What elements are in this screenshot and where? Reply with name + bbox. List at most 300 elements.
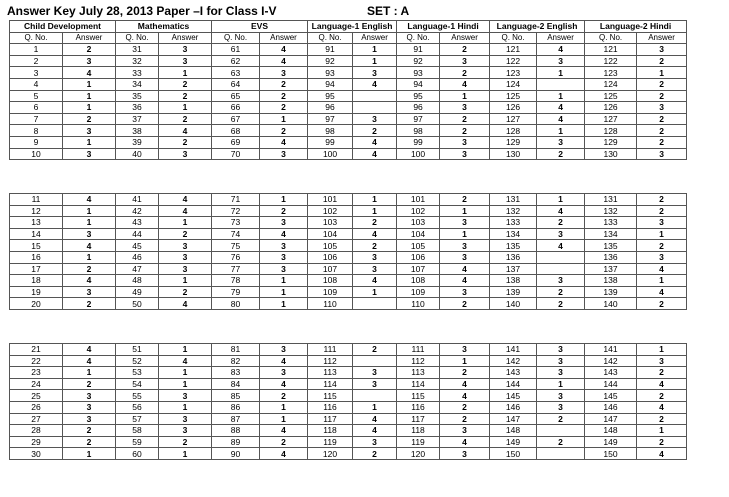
answer-cell: 3 [260,148,308,160]
answer-cell: 3 [440,55,490,67]
answer-cell: 4 [637,378,687,390]
answer-cell: 1 [159,275,212,287]
answer-cell: 3 [63,286,116,298]
answer-cell: 4 [159,355,212,367]
answer-cell: 2 [537,436,585,448]
question-number-cell: 115 [308,390,353,402]
answer-cell: 3 [440,102,490,114]
question-number-cell: 54 [116,378,159,390]
question-number-cell: 146 [585,401,637,413]
answer-cell: 1 [353,44,397,56]
question-number-cell: 94 [308,78,353,90]
table-row [10,125,687,137]
answer-cell: 3 [63,413,116,425]
answer-cell: 4 [537,102,585,114]
answer-cell: 1 [63,136,116,148]
question-number-cell: 56 [116,401,159,413]
answer-cell: 2 [63,44,116,56]
question-number-cell: 150 [585,448,637,460]
answer-cell: 1 [440,355,490,367]
question-number-cell: 81 [212,344,260,356]
question-number-cell: 131 [490,194,537,206]
answer-cell: 1 [260,401,308,413]
question-number-cell: 140 [585,298,637,310]
subject-header: Language-1 English [308,21,397,33]
question-number-cell: 141 [585,344,637,356]
question-number-cell: 138 [585,275,637,287]
answer-cell: 4 [260,136,308,148]
table-row [10,194,687,206]
subject-header: Child Development [10,21,116,33]
question-number-cell: 117 [397,413,440,425]
question-number-cell: 49 [116,286,159,298]
answer-cell: 2 [637,113,687,125]
answer-cell: 1 [353,194,397,206]
answer-cell: 1 [260,113,308,125]
answer-cell: 4 [637,401,687,413]
question-number-cell: 15 [10,240,63,252]
answer-cell: 1 [260,286,308,298]
answer-cell: 4 [159,125,212,137]
answer-cell: 2 [637,298,687,310]
answer-cell: 3 [63,401,116,413]
answer-cell: 3 [63,390,116,402]
table-row [10,55,687,67]
answer-cell: 2 [440,113,490,125]
answer-cell: 2 [260,125,308,137]
question-number-cell: 107 [397,263,440,275]
answer-cell: 1 [63,217,116,229]
question-number-cell: 103 [308,217,353,229]
answer-cell: 1 [637,275,687,287]
question-number-cell: 92 [308,55,353,67]
table-row [10,228,687,240]
answer-cell: 4 [440,436,490,448]
question-number-cell: 8 [10,125,63,137]
answer-cell: 3 [537,367,585,379]
question-number-cell: 147 [585,413,637,425]
question-number-cell: 96 [308,102,353,114]
question-number-cell: 5 [10,90,63,102]
question-number-cell: 121 [585,44,637,56]
question-number-cell: 75 [212,240,260,252]
question-number-cell: 74 [212,228,260,240]
answer-cell: 2 [63,378,116,390]
question-number-cell: 79 [212,286,260,298]
page-title: Answer Key July 28, 2013 Paper –I for Class I-V [7,4,277,18]
answer-cell: 3 [353,263,397,275]
table-row [10,251,687,263]
answer-cell: 1 [537,378,585,390]
question-number-cell: 40 [116,148,159,160]
table-row [10,344,687,356]
answer-cell: 2 [537,148,585,160]
answer-cell: 4 [260,448,308,460]
question-number-cell: 143 [585,367,637,379]
subject-header-row [10,21,687,33]
question-number-cell: 127 [585,113,637,125]
answer-cell: 2 [440,413,490,425]
question-number-cell: 4 [10,78,63,90]
question-number-cell: 43 [116,217,159,229]
table-row [10,401,687,413]
question-number-cell: 135 [490,240,537,252]
answer-cell: 2 [159,113,212,125]
question-number-cell: 21 [10,344,63,356]
answer-cell: 1 [440,228,490,240]
question-number-cell: 130 [585,148,637,160]
answer-cell: 3 [537,390,585,402]
question-number-cell: 137 [490,263,537,275]
question-number-cell: 82 [212,355,260,367]
question-number-cell: 97 [397,113,440,125]
answer-cell: 3 [440,240,490,252]
question-number-cell: 19 [10,286,63,298]
answer-header: Answer [637,32,687,44]
question-number-cell: 89 [212,436,260,448]
question-number-cell: 134 [585,228,637,240]
question-number-cell: 101 [308,194,353,206]
answer-cell: 4 [440,78,490,90]
table-row [10,298,687,310]
answer-cell [353,298,397,310]
title-row [3,2,723,19]
answer-cell: 2 [637,367,687,379]
answer-cell: 4 [353,228,397,240]
question-number-cell: 136 [490,251,537,263]
question-number-cell: 110 [397,298,440,310]
answer-cell: 2 [440,67,490,79]
answer-cell: 3 [537,55,585,67]
answer-cell: 1 [159,378,212,390]
answer-cell: 3 [260,344,308,356]
qno-header: Q. No. [490,32,537,44]
answer-cell: 3 [537,401,585,413]
answer-cell: 3 [159,263,212,275]
answer-cell: 1 [260,413,308,425]
table-row [10,240,687,252]
answer-cell: 1 [537,90,585,102]
question-number-cell: 132 [490,205,537,217]
question-number-cell: 100 [397,148,440,160]
answer-cell: 4 [353,275,397,287]
answer-cell: 4 [63,344,116,356]
table-row [10,448,687,460]
answer-cell: 4 [63,194,116,206]
question-number-cell: 71 [212,194,260,206]
answer-cell: 2 [260,78,308,90]
question-number-cell: 133 [585,217,637,229]
question-number-cell: 100 [308,148,353,160]
answer-cell: 4 [353,136,397,148]
answer-cell: 1 [440,205,490,217]
answer-cell: 2 [63,425,116,437]
question-number-cell: 141 [490,344,537,356]
answer-cell: 2 [353,448,397,460]
question-number-cell: 122 [490,55,537,67]
answer-cell: 3 [353,378,397,390]
question-number-cell: 128 [585,125,637,137]
question-number-cell: 14 [10,228,63,240]
question-number-cell: 58 [116,425,159,437]
answer-cell [353,355,397,367]
table-row [10,113,687,125]
qno-header: Q. No. [212,32,260,44]
question-number-cell: 108 [397,275,440,287]
answer-cell: 2 [637,125,687,137]
answer-cell: 3 [159,425,212,437]
answer-cell: 3 [260,367,308,379]
question-number-cell: 98 [308,125,353,137]
question-number-cell: 93 [397,67,440,79]
question-number-cell: 149 [490,436,537,448]
question-number-cell: 34 [116,78,159,90]
answer-cell: 1 [637,228,687,240]
question-number-cell: 138 [490,275,537,287]
question-number-cell: 129 [585,136,637,148]
question-number-cell: 149 [585,436,637,448]
answer-cell: 2 [440,194,490,206]
answer-cell: 1 [353,286,397,298]
question-number-cell: 104 [397,228,440,240]
answer-cell: 2 [260,90,308,102]
answer-cell: 3 [637,44,687,56]
question-number-cell: 63 [212,67,260,79]
question-number-cell: 46 [116,251,159,263]
question-number-cell: 44 [116,228,159,240]
subject-header: Language-1 Hindi [397,21,490,33]
answer-cell [353,90,397,102]
answer-cell: 2 [637,194,687,206]
question-number-cell: 72 [212,205,260,217]
answer-cell: 4 [63,355,116,367]
question-number-cell: 28 [10,425,63,437]
question-number-cell: 106 [397,251,440,263]
answer-cell: 2 [63,436,116,448]
question-number-cell: 117 [308,413,353,425]
table-row [10,436,687,448]
question-number-cell: 123 [490,67,537,79]
answer-cell: 2 [440,401,490,413]
question-number-cell: 7 [10,113,63,125]
question-number-cell: 101 [397,194,440,206]
answer-cell: 2 [260,205,308,217]
answer-cell: 3 [537,275,585,287]
answer-cell: 1 [537,125,585,137]
question-number-cell: 142 [490,355,537,367]
answer-cell: 1 [63,102,116,114]
question-number-cell: 125 [585,90,637,102]
answer-cell: 3 [353,367,397,379]
answer-cell: 3 [440,136,490,148]
table-row [10,78,687,90]
answer-header: Answer [537,32,585,44]
question-number-cell: 119 [308,436,353,448]
answer-cell: 2 [637,205,687,217]
answer-cell: 3 [63,148,116,160]
answer-cell: 4 [63,67,116,79]
answer-cell: 4 [537,44,585,56]
answer-cell: 4 [63,240,116,252]
question-number-cell: 108 [308,275,353,287]
question-number-cell: 133 [490,217,537,229]
question-number-cell: 47 [116,263,159,275]
answer-cell: 2 [440,44,490,56]
answer-cell: 1 [353,205,397,217]
question-number-cell: 11 [10,194,63,206]
answer-cell: 1 [353,55,397,67]
answer-cell: 3 [537,344,585,356]
answer-cell: 2 [440,298,490,310]
question-number-cell: 129 [490,136,537,148]
question-number-cell: 120 [308,448,353,460]
set-label: SET : A [367,4,410,18]
question-number-cell: 102 [397,205,440,217]
question-number-cell: 64 [212,78,260,90]
question-number-cell: 69 [212,136,260,148]
question-number-cell: 68 [212,125,260,137]
answer-cell: 2 [260,390,308,402]
question-number-cell: 136 [585,251,637,263]
answer-cell: 4 [537,205,585,217]
question-number-cell: 77 [212,263,260,275]
question-number-cell: 148 [490,425,537,437]
question-number-cell: 94 [397,78,440,90]
question-number-cell: 97 [308,113,353,125]
question-number-cell: 134 [490,228,537,240]
answer-cell: 1 [260,275,308,287]
qno-header: Q. No. [585,32,637,44]
table-row [10,286,687,298]
question-number-cell: 2 [10,55,63,67]
answer-cell: 2 [637,78,687,90]
question-number-cell: 84 [212,378,260,390]
question-number-cell: 139 [490,286,537,298]
answer-cell: 3 [63,228,116,240]
question-number-cell: 146 [490,401,537,413]
question-number-cell: 22 [10,355,63,367]
question-number-cell: 107 [308,263,353,275]
question-number-cell: 150 [490,448,537,460]
question-number-cell: 3 [10,67,63,79]
question-number-cell: 140 [490,298,537,310]
answer-cell: 3 [440,425,490,437]
answer-cell: 3 [159,148,212,160]
question-number-cell: 67 [212,113,260,125]
question-number-cell: 35 [116,90,159,102]
answer-cell: 1 [63,78,116,90]
answer-cell: 3 [260,67,308,79]
answer-cell [537,425,585,437]
question-number-cell: 122 [585,55,637,67]
question-number-cell: 13 [10,217,63,229]
question-number-cell: 128 [490,125,537,137]
question-number-cell: 137 [585,263,637,275]
question-number-cell: 96 [397,102,440,114]
question-number-cell: 80 [212,298,260,310]
answer-cell: 1 [260,194,308,206]
qno-header: Q. No. [397,32,440,44]
question-number-cell: 42 [116,205,159,217]
answer-cell: 3 [440,217,490,229]
question-number-cell: 123 [585,67,637,79]
question-number-cell: 26 [10,401,63,413]
subject-header: Language-2 English [490,21,585,33]
answer-cell: 1 [63,251,116,263]
answer-cell: 3 [159,240,212,252]
answer-cell: 1 [159,401,212,413]
answer-cell: 4 [440,275,490,287]
answer-cell [537,448,585,460]
question-number-cell: 59 [116,436,159,448]
question-number-cell: 98 [397,125,440,137]
question-number-cell: 76 [212,251,260,263]
question-number-cell: 126 [585,102,637,114]
question-number-cell: 102 [308,205,353,217]
answer-cell: 1 [159,102,212,114]
answer-cell: 1 [440,90,490,102]
question-number-cell: 132 [585,205,637,217]
answer-header: Answer [440,32,490,44]
answer-cell: 3 [159,390,212,402]
question-number-cell: 115 [397,390,440,402]
answer-cell [537,251,585,263]
question-number-cell: 61 [212,44,260,56]
answer-cell: 4 [637,263,687,275]
answer-cell: 3 [637,148,687,160]
question-number-cell: 10 [10,148,63,160]
question-number-cell: 55 [116,390,159,402]
question-number-cell: 99 [308,136,353,148]
answer-cell: 4 [440,390,490,402]
question-number-cell: 124 [490,78,537,90]
answer-cell [353,390,397,402]
question-number-cell: 99 [397,136,440,148]
answer-header: Answer [63,32,116,44]
answer-cell: 2 [63,263,116,275]
answer-cell: 4 [260,378,308,390]
question-number-cell: 32 [116,55,159,67]
answer-cell: 2 [159,228,212,240]
answer-cell: 2 [637,390,687,402]
subject-header: Language-2 Hindi [585,21,687,33]
question-number-cell: 147 [490,413,537,425]
answer-cell: 3 [159,44,212,56]
answer-cell: 3 [440,251,490,263]
question-number-cell: 135 [585,240,637,252]
question-number-cell: 29 [10,436,63,448]
question-number-cell: 9 [10,136,63,148]
answer-cell: 3 [637,217,687,229]
question-number-cell: 30 [10,448,63,460]
question-number-cell: 23 [10,367,63,379]
answer-cell: 3 [63,55,116,67]
answer-cell: 2 [353,344,397,356]
question-number-cell: 12 [10,205,63,217]
answer-cell: 3 [353,251,397,263]
question-number-cell: 6 [10,102,63,114]
answer-cell: 2 [260,436,308,448]
question-number-cell: 105 [397,240,440,252]
question-number-cell: 144 [585,378,637,390]
question-number-cell: 66 [212,102,260,114]
answer-cell: 2 [537,286,585,298]
table-row [10,90,687,102]
question-number-cell: 38 [116,125,159,137]
question-number-cell: 93 [308,67,353,79]
subject-header: Mathematics [116,21,212,33]
question-number-cell: 106 [308,251,353,263]
